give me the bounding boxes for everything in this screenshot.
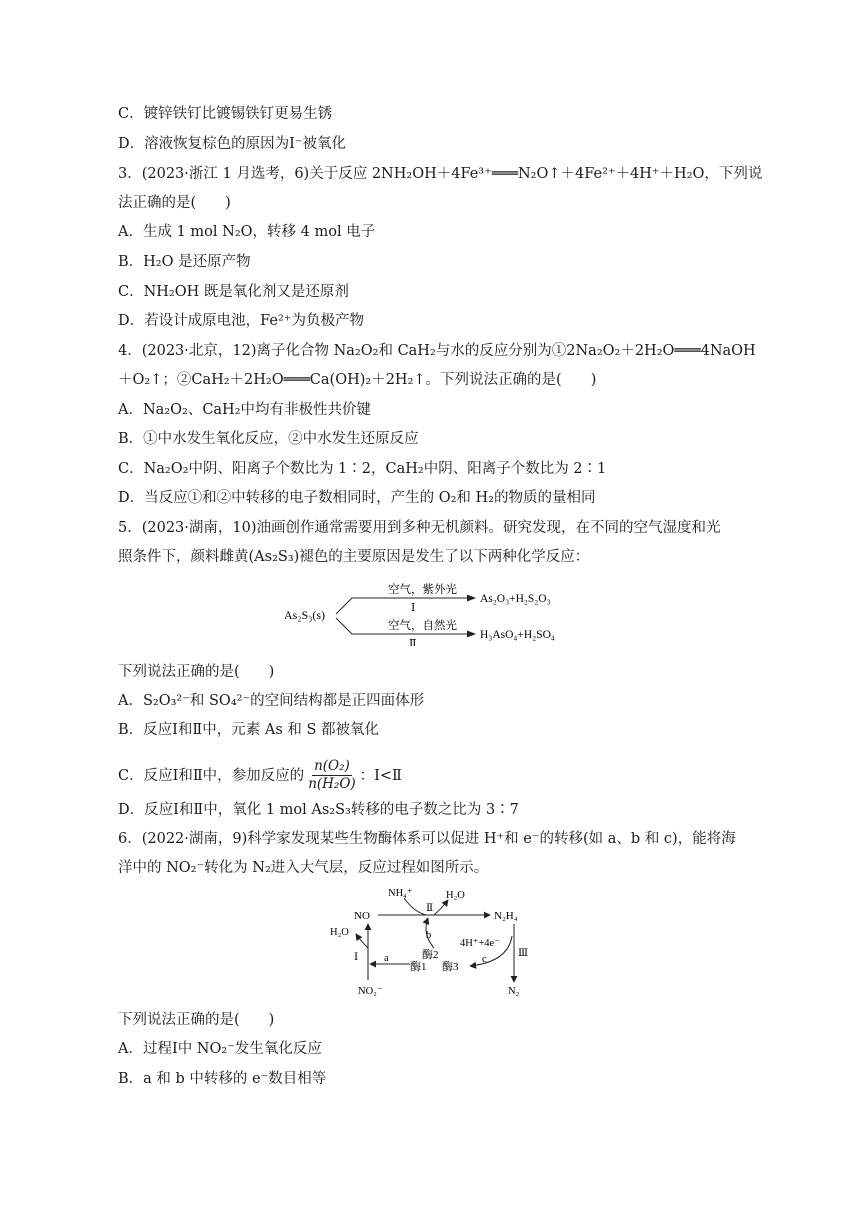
option-c-q4: C．Na₂O₂中阴、阳离子个数比为 1∶2，CaH₂中阴、阳离子个数比为 2∶1: [118, 461, 607, 477]
condition-bottom: 空气，自然光: [388, 620, 457, 632]
a-label: a: [384, 953, 389, 964]
option-c-q2: C．镀锌铁钉比镀锡铁钉更易生锈: [118, 106, 333, 122]
question-5-stem-cont: 照条件下，颜料雌黄(As₂S₃)褪色的主要原因是发生了以下两种化学反应：: [118, 549, 590, 565]
c-label: c: [482, 954, 487, 965]
option-c-q5-text: C．反应Ⅰ和Ⅱ中，参加反应的: [118, 767, 305, 784]
product-top: As₂O₃+H₂S₂O₃: [480, 593, 551, 605]
fraction-numerator: n(O₂): [314, 758, 350, 774]
option-c-q5: [118, 758, 402, 793]
question-6-prompt: 下列说法正确的是( ): [118, 1012, 275, 1028]
option-a-q4: A．Na₂O₂、CaH₂中均有非极性共价键: [118, 402, 372, 418]
arrow-head-top: [467, 595, 476, 602]
option-d-q3: D．若设计成原电池，Fe²⁺为负极产物: [118, 313, 364, 329]
enzyme-1-label: 酶1: [410, 961, 427, 973]
b-label: b: [426, 930, 432, 941]
question-5-stem: 5．(2023·湖南，10)油画创作通常需要用到多种无机颜料。研究发现，在不同的空气湿度和光: [118, 520, 721, 536]
arrow-head-bottom: [467, 631, 476, 638]
nh4-in-curve: [404, 898, 426, 915]
process-iii-label: Ⅲ: [518, 948, 529, 959]
fraction-denominator: n(H₂O): [308, 776, 356, 792]
option-c-q5-comparison: ：Ⅰ<Ⅱ: [359, 767, 402, 784]
ratio-fraction: [306, 758, 357, 793]
h4e-label: 4H⁺+4e⁻: [460, 938, 500, 949]
question-6-stem-cont: 洋中的 NO₂⁻转化为 N₂进入大气层，反应过程如图所示。: [118, 860, 489, 876]
reactant-label: As₂S₃(s): [284, 608, 326, 622]
process-i-label: Ⅰ: [354, 952, 359, 963]
option-a-q6: A．过程Ⅰ中 NO₂⁻发生氧化反应: [118, 1041, 322, 1057]
option-d-q4: D．当反应①和②中转移的电子数相同时，产生的 O₂和 H₂的物质的量相同: [118, 490, 596, 506]
option-b-q3: B．H₂O 是还原产物: [118, 254, 251, 270]
n2-label: N₂: [508, 986, 520, 997]
enzyme-2-label: 酶2: [422, 949, 439, 961]
roman-ii-bottom: Ⅱ: [409, 638, 417, 646]
option-b-q4: B．①中水发生氧化反应，②中水发生还原反应: [118, 431, 419, 447]
h2o-left-curve: [356, 934, 368, 948]
product-bottom: H₃AsO₄+H₂SO₄: [480, 629, 555, 641]
nh4-label: NH₄⁺: [388, 888, 413, 899]
no-label: NO: [354, 910, 370, 922]
option-a-q5: A．S₂O₃²⁻和 SO₄²⁻的空间结构都是正四面体形: [118, 693, 425, 709]
option-b-q5: B．反应Ⅰ和Ⅱ中，元素 As 和 S 都被氧化: [118, 722, 380, 738]
option-d-q5: D．反应Ⅰ和Ⅱ中，氧化 1 mol As₂S₃转移的电子数之比为 3∶7: [118, 802, 519, 818]
question-5-prompt: 下列说法正确的是( ): [118, 664, 275, 680]
question-3-stem: 3．(2023·浙江 1 月选考，6)关于反应 2NH₂OH＋4Fe³⁺═══N₂O↑＋4Fe²⁺＋4H⁺＋H₂O，下列说: [118, 166, 763, 182]
question-4-stem-cont: ＋O₂↑；②CaH₂＋2H₂O═══Ca(OH)₂＋2H₂↑。下列说法正确的是( ): [118, 372, 597, 388]
branch-top-line: [336, 598, 468, 614]
option-d-q2: D．溶液恢复棕色的原因为I⁻被氧化: [118, 136, 347, 152]
enzyme-process-figure: [322, 884, 542, 1002]
condition-top: 空气，紫外光: [388, 584, 457, 596]
reaction-scheme-figure: [280, 576, 600, 646]
question-3-stem-cont: 法正确的是( ): [118, 195, 231, 211]
n2h4-label: N₂H₄: [494, 910, 518, 922]
enzyme-3-label: 酶3: [442, 961, 459, 973]
roman-i-top: Ⅰ: [411, 602, 416, 614]
question-4-stem: 4．(2023·北京，12)离子化合物 Na₂O₂和 CaH₂与水的反应分别为①2Na₂O₂＋2H₂O═══4NaOH: [118, 343, 756, 359]
question-6-stem: 6．(2022·湖南，9)科学家发现某些生物酶体系可以促进 H⁺和 e⁻的转移(如 a、b 和 c)，能将海: [118, 831, 736, 847]
option-c-q3: C．NH₂OH 既是氧化剂又是还原剂: [118, 284, 349, 300]
option-b-q6: B．a 和 b 中转移的 e⁻数目相等: [118, 1071, 327, 1087]
h2o-left-label: H₂O: [330, 927, 349, 938]
process-ii-label: Ⅱ: [426, 903, 434, 914]
option-a-q3: A．生成 1 mol N₂O，转移 4 mol 电子: [118, 224, 376, 240]
h2o-top-label: H₂O: [446, 890, 465, 901]
h2o-out-curve: [434, 900, 448, 915]
no2-label: NO₂⁻: [358, 986, 383, 997]
